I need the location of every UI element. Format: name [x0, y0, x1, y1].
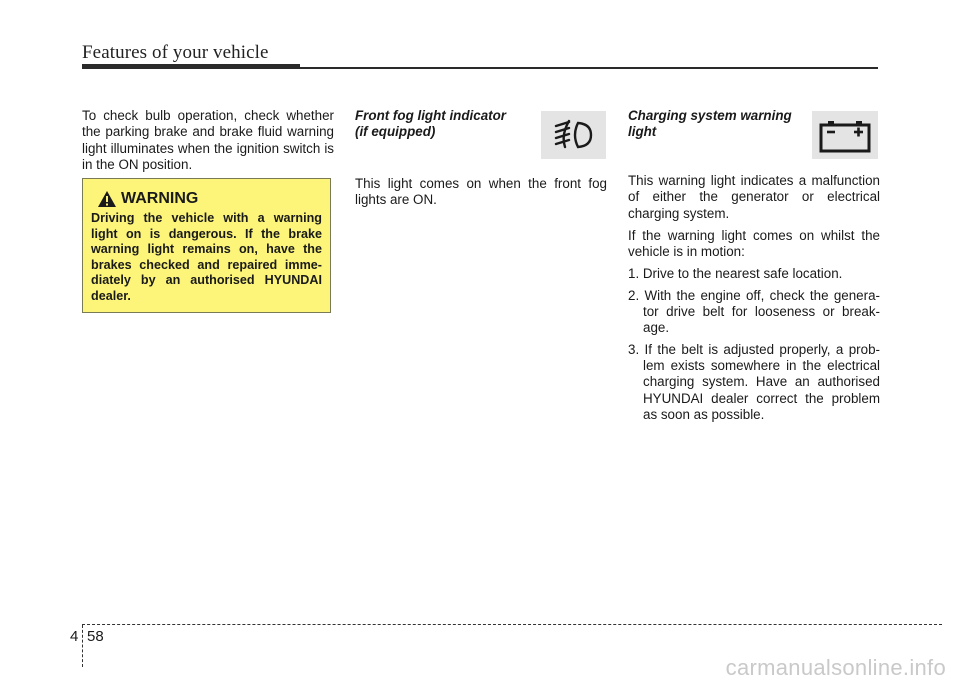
fog-light-heading [355, 108, 525, 139]
page-number: 58 [87, 628, 104, 645]
battery-icon [812, 111, 878, 159]
fog-light-heading-line1: Front fog light indicator [355, 108, 506, 123]
fog-light-heading-line2: (if equipped) [355, 123, 436, 139]
header-rule-thin [300, 67, 878, 69]
list-item: 3. If the belt is adjusted properly, a prob-lem exists somewhere in the electrical charging system. Have an authorised HYUNDAI dealer correct the problem as soon as possible. [628, 341, 880, 422]
chapter-number: 4 [70, 628, 79, 645]
warning-box [82, 178, 331, 313]
warning-text: Driving the vehicle with a warning light on is dangerous. If the brake warning light remains on, have the brakes checked and repaired imme-diately by an authorised HYUNDAI dealer. [91, 211, 322, 303]
front-fog-light-icon [541, 111, 606, 159]
warning-triangle-icon [97, 190, 117, 208]
section-title: Features of your vehicle [82, 42, 269, 63]
charging-steps-list [628, 266, 880, 423]
list-item: 1. Drive to the nearest safe location. [628, 266, 843, 282]
list-item: 2. With the engine off, check the genera-tor drive belt for looseness or break-age. [628, 287, 880, 336]
footer-dashed-divider [82, 625, 83, 667]
battery-icon-box [812, 111, 878, 159]
watermark: carmanualsonline.info [725, 655, 946, 680]
charging-body-2: If the warning light comes on whilst the vehicle is in motion: [628, 227, 880, 260]
charging-heading-line1: Charging system warning [628, 108, 792, 123]
warning-title: WARNING [121, 190, 199, 207]
charging-heading-line2: light [628, 123, 657, 139]
charging-body-1: This warning light indicates a malfunction of either the generator or electrical charging system. [628, 173, 880, 221]
header-rule-thick [82, 64, 300, 69]
column-left [82, 108, 334, 179]
charging-heading [628, 108, 798, 139]
fog-light-body: This light comes on when the front fog lights are ON. [355, 176, 607, 208]
fog-icon-box [541, 111, 606, 159]
warning-header [97, 190, 322, 208]
intro-paragraph: To check bulb operation, check whether the parking brake and brake fluid warning light illuminates when the ignition switch is in the ON position. [82, 108, 334, 172]
footer-dashed-line [82, 624, 942, 625]
